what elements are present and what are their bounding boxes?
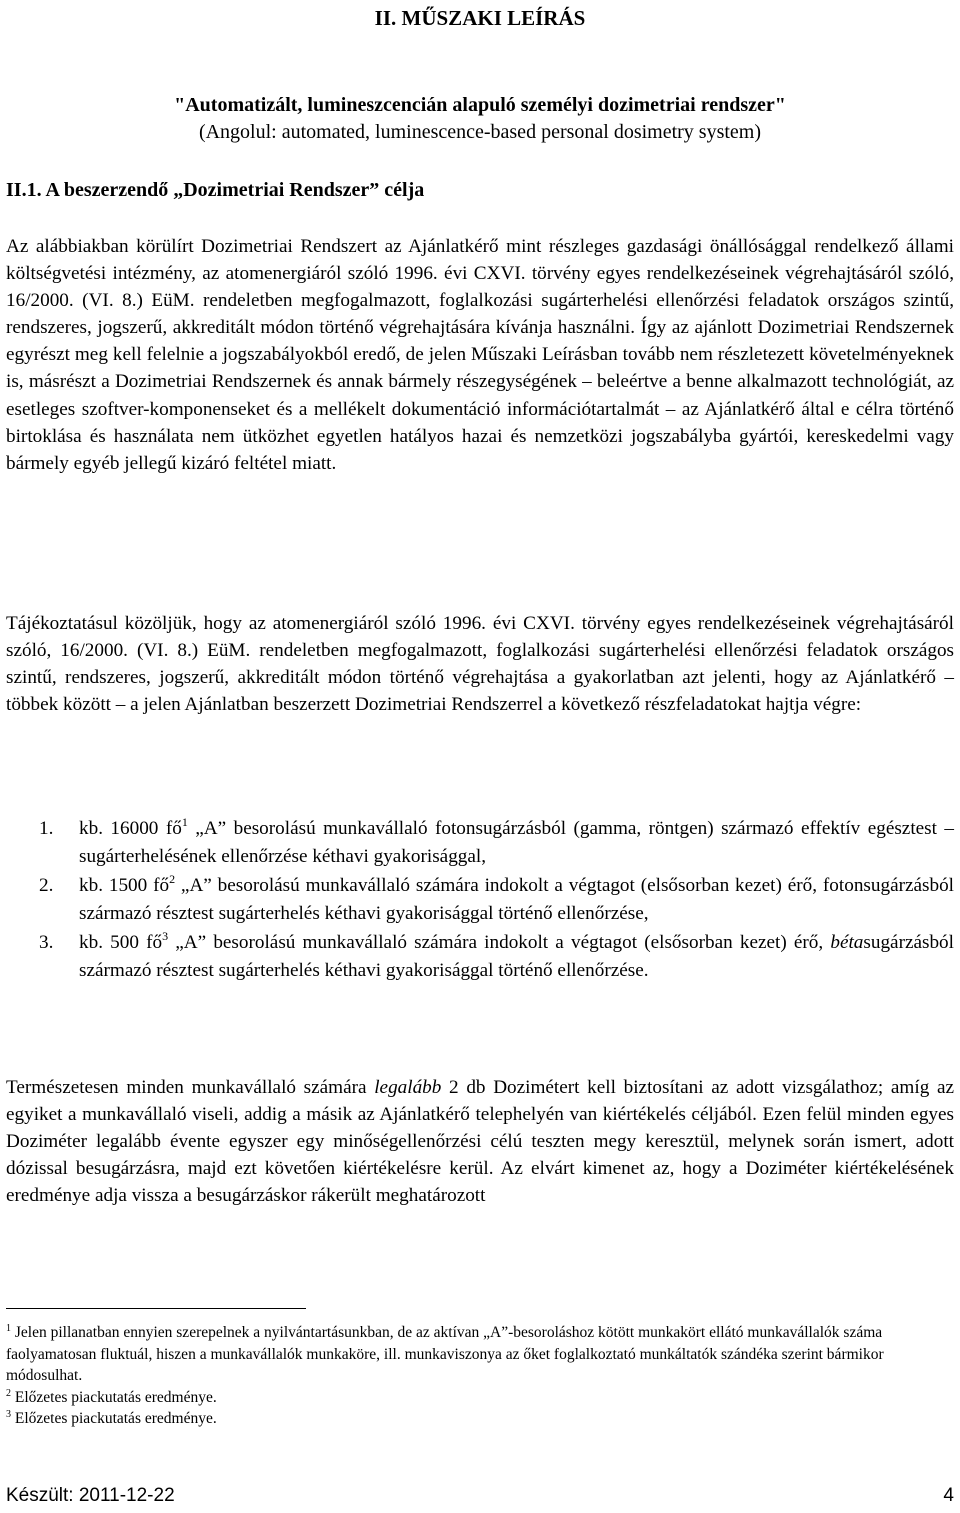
list-item-tail: sugárzásból származó résztest sugárterhelés kéthavi gyakorisággal történő ellenőrzése. (79, 931, 954, 982)
paragraph-text: Természetesen minden munkavállaló számára (6, 1077, 375, 1098)
list-item (6, 815, 954, 872)
footnote (6, 1322, 954, 1387)
footnote-ref[interactable]: 3 (162, 928, 169, 943)
paragraph-purpose: Az alábbiakban körülírt Dozimetriai Rendszert az Ajánlatkérő mint részleges gazdasági önállósággal rendelkező állami költségvetési intézmény, az atomenergiáról szóló 1996. évi CXVI. törvény egyes rendelkezéseinek végrehajtásáról szóló, 16/2000. (VI. 8.) EüM. rendeletben megfogalmazott, foglalkozási sugárterhelési ellenőrzési feladatok országos szintű, rendszeres, jogszerű, akkreditált módon történő végrehajtására kívánja használni. Így az ajánlott Dozimetriai Rendszernek egyrészt meg kell felelnie a jogszabályokból eredő, de jelen Műszaki Leírásban tovább nem részletezett követelményeknek is, másrészt a Dozimetriai Rendszernek és annak bármely részegységének – beleértve a benne alkalmazott technológiát, az esetleges szoftver-komponenseket és a mellékelt dokumentáció információtartalmát – az Ajánlatkérő által e célra történő birtoklása és használata nem ütközhet egyetlen hatályos hazai és nemzetközi jogszabályba gyártói, kereskedelmi vagy bármely egyéb jellegű kizáró feltétel miatt. (6, 236, 954, 474)
list-item-number: 2. (39, 874, 54, 896)
page-number: 4 (943, 1485, 954, 1506)
section-title: A beszerzendő „Dozimetriai Rendszer” célja (45, 179, 425, 201)
task-list (6, 815, 954, 985)
list-item (6, 872, 954, 929)
list-item-emphasis: béta (830, 931, 864, 953)
paragraph-information: Tájékoztatásul közöljük, hogy az atomenergiáról szóló 1996. évi CXVI. törvény egyes rendelkezéseinek végrehajtásáról szóló, 16/2000. (VI. 8.) EüM. rendeletben megfogalmazott, foglalkozási sugárterhelési ellenőrzési feladatok országos szintű, rendszeres, jogszerű, akkreditált módon történő végrehajtása a gyakorlatban azt jelenti, hogy az Ajánlatkérő – többek között – a jelen Ajánlatban beszerzett Dozimetriai Rendszerrel a következő részfeladatokat hajtja végre: (6, 613, 954, 715)
footnote-ref[interactable]: 1 (181, 815, 188, 829)
page-heading: II. MŰSZAKI LEÍRÁS (374, 6, 586, 30)
paragraph-dosimeters (6, 1074, 954, 1209)
list-item-text: „A” besorolású munkavállaló számára indokolt a végtagot (elsősorban kezet) érő, (168, 931, 831, 953)
footnote-text: Előzetes piackutatás eredménye. (14, 1410, 217, 1428)
footnote-ref[interactable]: 2 (169, 871, 176, 886)
list-item-text: „A” besorolású munkavállaló számára indokolt a végtagot (elsősorban kezet) érő, fotonsugárzásból származó résztest sugárterhelés kéthavi gyakorisággal történő ellenőrzése, (79, 874, 954, 925)
list-item-count: kb. 1500 fő (79, 874, 170, 896)
list-item-count: kb. 500 fő (79, 931, 163, 953)
section-number: II.1. (6, 179, 42, 201)
footnote (6, 1387, 954, 1409)
list-item-text: „A” besorolású munkavállaló fotonsugárzásból (gamma, röntgen) származó effektív egésztest – sugárterhelésének ellenőrzése kéthavi gyakorisággal, (79, 818, 955, 868)
footnote (6, 1408, 954, 1430)
footnote-text: Előzetes piackutatás eredménye. (14, 1388, 217, 1406)
list-item-number: 1. (39, 818, 54, 839)
list-item-number: 3. (39, 931, 54, 953)
document-subtitle: (Angolul: automated, luminescence-based personal dosimetry system) (198, 121, 762, 143)
document-title: "Automatizált, lumineszcencián alapuló személyi dozimetriai rendszer" (174, 94, 786, 116)
footnote-separator (6, 1308, 306, 1309)
section-heading (6, 176, 424, 204)
footnotes (6, 1322, 954, 1430)
list-item (6, 929, 954, 986)
paragraph-text: 2 db Dozimétert kell biztosítani az adott vizsgálathoz; amíg az egyiket a munkavállaló viseli, addig a másik az Ajánlatkérő telephelyén van kiértékelés céljából. Ezen felül minden egyes Doziméter legalább évente egyszer egy minőségellenőrzési célú teszten megy keresztül, melynek során ismert, adott dózissal besugárzásra, majd ezt követően kiértékelésre kerül. Az elvárt kimenet az, hogy a Doziméter kiértékelésének eredménye adja vissza a besugárzáskor rákerült meghatározott (6, 1077, 954, 1207)
paragraph-emphasis: legalább (374, 1077, 442, 1098)
footnote-number: 1 (6, 1323, 11, 1334)
footer-date: Készült: 2011-12-22 (6, 1485, 175, 1506)
footnote-number: 2 (6, 1387, 11, 1399)
list-item-count: kb. 16000 fő (79, 818, 182, 839)
footnote-text: Jelen pillanatban ennyien szerepelnek a nyilvántartásunkban, de az aktívan „A”-besoroláshoz kötött munkakört ellátó munkavállalók száma faolyamatosan fluktuál, hiszen a munkavállalók munkaköre, ill. munkaviszonya az őket foglalkoztató munkáltatók szándéka szerint bármikor módosulhat. (6, 1324, 884, 1385)
footnote-number: 3 (6, 1409, 11, 1421)
